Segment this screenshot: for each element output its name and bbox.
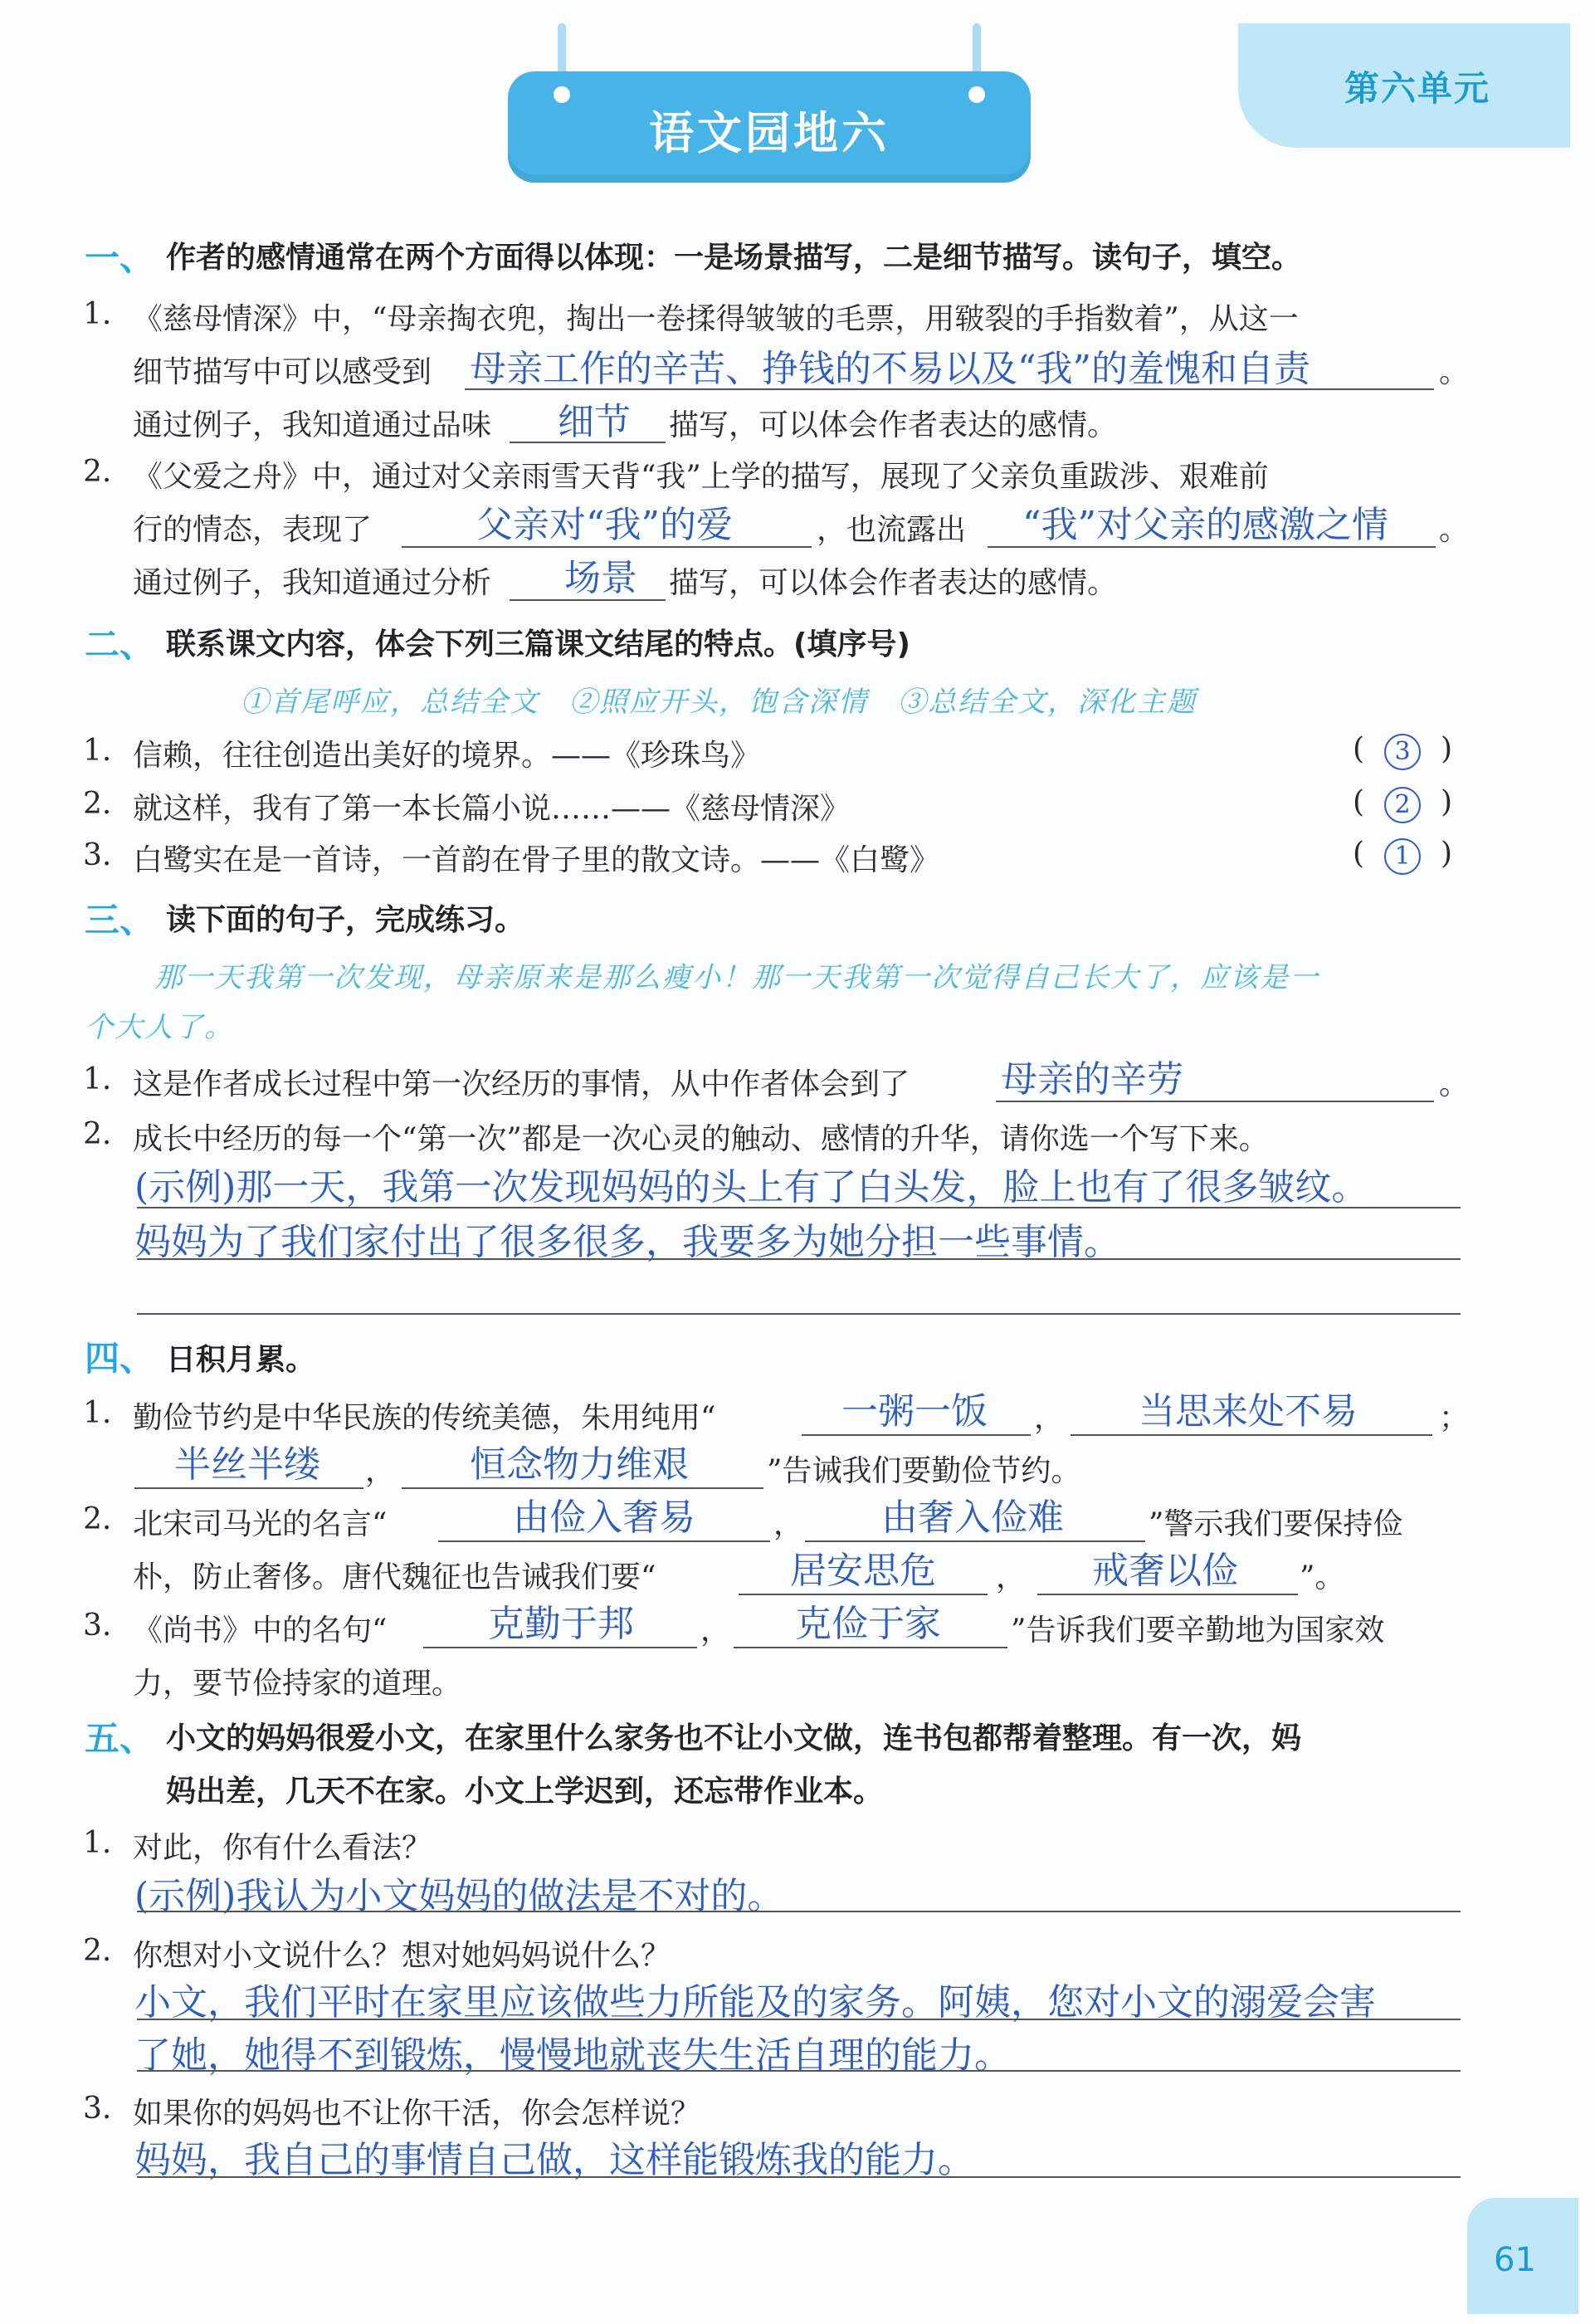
- s4-q3-number: 3.: [83, 1609, 112, 1643]
- s4-q1-suffix: ”告诫我们要勤俭节约。: [767, 1454, 1081, 1488]
- s1-q1-number: 1.: [83, 297, 112, 331]
- s3-q2-text: 成长中经历的每一个“第一次”都是一次心灵的触动、感情的升华，请你选一个写下来。: [133, 1122, 1269, 1156]
- s1-q2-line2-suffix: 。: [1439, 513, 1470, 547]
- s1-q1-line2-suffix: 。: [1439, 355, 1470, 389]
- s4-q3-blank2[interactable]: [734, 1647, 1007, 1648]
- s3-q2-ruled-line3[interactable]: [137, 1313, 1461, 1315]
- s3-q2-answer-line2: 妈妈为了我们家付出了很多很多，我要多为她分担一些事情。: [134, 1221, 1120, 1263]
- s2-item2-answer[interactable]: 2: [1384, 787, 1421, 823]
- s2-item1-number: 1.: [83, 734, 112, 768]
- s1-q1-line3-suffix: 描写，可以体会作者表达的感情。: [669, 408, 1118, 442]
- s1-q2-line3-prefix: 通过例子，我知道通过分析: [133, 566, 492, 600]
- s1-q2-answer3: 场景: [564, 557, 637, 599]
- s4-q1-blank1[interactable]: [802, 1434, 1031, 1436]
- s1-q1-line3-prefix: 通过例子，我知道通过品味: [133, 408, 492, 442]
- s2-item3-paren-open: (: [1353, 837, 1365, 871]
- s1-q2-line1: 《父爱之舟》中，通过对父亲雨雪天背“我”上学的描写，展现了父亲负重跋涉、艰难前: [133, 460, 1269, 494]
- s5-q2-ruled-line2[interactable]: [137, 2070, 1461, 2072]
- s4-q3-line2: 力，要节俭持家的道理。: [133, 1667, 462, 1701]
- s4-q1-blank3[interactable]: [134, 1487, 363, 1489]
- s5-q3-text: 如果你的妈妈也不让你干活，你会怎样说？: [133, 2097, 701, 2131]
- s4-q1-answer2: 当思来处不易: [1139, 1390, 1358, 1433]
- s1-q2-answer1: 父亲对“我”的爱: [476, 504, 733, 546]
- s5-q3-number: 3.: [83, 2092, 112, 2126]
- s1-q2-line2-mid: ，也流露出: [817, 513, 967, 547]
- s4-q1-blank2[interactable]: [1071, 1434, 1432, 1436]
- s1-q2-line2-prefix: 行的情态，表现了: [133, 513, 373, 547]
- page-number: 61: [1494, 2241, 1536, 2279]
- section-3-title: 读下面的句子，完成练习。: [166, 903, 525, 937]
- section-4-number: 四、: [85, 1338, 155, 1379]
- s4-q2-line2-prefix: 朴，防止奢侈。唐代魏征也告诫我们要“: [133, 1560, 656, 1594]
- s3-q2-ruled-line2[interactable]: [137, 1258, 1461, 1260]
- s5-q2-ruled-line1[interactable]: [137, 2019, 1461, 2020]
- s5-q1-number: 1.: [83, 1826, 112, 1860]
- s4-q1-sep2: ；: [1439, 1401, 1470, 1435]
- s4-q1-prefix: 勤俭节约是中华民族的传统美德，朱用纯用“: [133, 1401, 716, 1435]
- s1-q1-line2-prefix: 细节描写中可以感受到: [133, 355, 432, 389]
- s3-q1-number: 1.: [83, 1062, 112, 1096]
- s4-q2-blank4[interactable]: [1037, 1594, 1298, 1595]
- s4-q2-prefix: 北宋司马光的名言“: [133, 1507, 388, 1541]
- s5-q1-ruled-line[interactable]: [137, 1911, 1461, 1912]
- s3-q2-number: 2.: [83, 1117, 112, 1151]
- s1-q1-answer1: 母亲工作的辛苦、挣钱的不易以及“我”的羞愧和自责: [470, 348, 1310, 390]
- s4-q1-sep1: ，: [1034, 1401, 1065, 1435]
- s4-q2-sep1: ，: [773, 1507, 804, 1541]
- s4-q2-sep2: ，: [996, 1560, 1027, 1594]
- s4-q2-blank1[interactable]: [438, 1540, 770, 1542]
- s4-q1-number: 1.: [83, 1396, 112, 1430]
- s4-q2-mid: ”警示我们要保持俭: [1149, 1507, 1403, 1541]
- s1-q2-line3-suffix: 描写，可以体会作者表达的感情。: [669, 566, 1118, 600]
- s4-q1-answer3: 半丝半缕: [174, 1443, 320, 1486]
- s3-q1-text: 这是作者成长过程中第一次经历的事情，从中作者体会到了: [133, 1067, 910, 1101]
- s5-q2-answer-line2: 了她，她得不到锻炼，慢慢地就丧失生活自理的能力。: [134, 2034, 1011, 2077]
- s2-item2-text: 就这样，我有了第一本长篇小说……——《慈母情深》: [133, 792, 851, 826]
- s2-options: ①首尾呼应，总结全文 ②照应开头，饱含深情 ③总结全文，深化主题: [241, 686, 1197, 719]
- s2-item1-paren-close: ): [1441, 732, 1453, 766]
- s4-q3-prefix: 《尚书》中的名句“: [133, 1614, 388, 1648]
- section-2-title: 联系课文内容，体会下列三篇课文结尾的特点。(填序号): [166, 627, 910, 662]
- s2-item3-text: 白鹭实在是一首诗，一首韵在骨子里的散文诗。——《白鹭》: [133, 843, 940, 877]
- s2-item3-number: 3.: [83, 838, 112, 872]
- s5-q3-ruled-line[interactable]: [137, 2176, 1461, 2178]
- s1-q2-number: 2.: [83, 455, 112, 489]
- section-4-title: 日积月累。: [166, 1343, 316, 1377]
- s4-q2-answer3: 居安思危: [790, 1550, 936, 1592]
- s2-item2-number: 2.: [83, 787, 112, 821]
- s2-item2-paren-close: ): [1441, 785, 1453, 819]
- s4-q3-answer1: 克勤于邦: [488, 1603, 634, 1645]
- s4-q3-blank1[interactable]: [423, 1647, 697, 1648]
- s2-item1-answer[interactable]: 3: [1384, 734, 1421, 770]
- section-5-title-line2: 妈出差，几天不在家。小文上学迟到，还忘带作业本。: [166, 1775, 884, 1809]
- s5-q2-text: 你想对小文说什么？想对她妈妈说什么？: [133, 1939, 671, 1973]
- s2-item1-paren-open: (: [1353, 732, 1365, 766]
- s3-q1-answer: 母亲的辛劳: [1001, 1058, 1183, 1101]
- s3-q2-ruled-line1[interactable]: [137, 1207, 1461, 1208]
- s1-q1-answer2: 细节: [558, 401, 631, 443]
- s4-q1-sep3: ，: [365, 1454, 396, 1488]
- s2-item3-answer[interactable]: 1: [1384, 838, 1421, 875]
- section-3-number: 三、: [85, 900, 155, 940]
- s2-item3-paren-close: ): [1441, 837, 1453, 871]
- s3-quote-line1: 那一天我第一次发现，母亲原来是那么瘦小！那一天我第一次觉得自己长大了，应该是一: [154, 961, 1319, 994]
- unit-label: 第六单元: [1344, 68, 1491, 109]
- s5-q3-answer: 妈妈，我自己的事情自己做，这样能锻炼我的能力。: [134, 2139, 974, 2181]
- s4-q3-sep1: ，: [700, 1614, 731, 1648]
- section-5-title-line1: 小文的妈妈很爱小文，在家里什么家务也不让小文做，连书包都帮着整理。有一次，妈: [166, 1721, 1302, 1755]
- page-title: 语文园地六: [649, 107, 890, 159]
- s3-quote-line2: 个大人了。: [85, 1011, 234, 1044]
- s4-q3-suffix: ”告诉我们要辛勤地为国家效: [1011, 1614, 1385, 1648]
- s3-q1-end: 。: [1439, 1067, 1470, 1101]
- section-2-number: 二、: [85, 624, 155, 665]
- s2-item2-paren-open: (: [1353, 785, 1365, 819]
- s4-q2-suffix: ”。: [1300, 1560, 1345, 1594]
- section-5-number: 五、: [85, 1718, 155, 1759]
- s4-q2-answer4: 戒奢以俭: [1092, 1550, 1238, 1592]
- s2-item1-text: 信赖，往往创造出美好的境界。——《珍珠鸟》: [133, 739, 761, 773]
- s4-q3-answer2: 克俭于家: [795, 1603, 941, 1645]
- s5-q2-number: 2.: [83, 1934, 112, 1968]
- s5-q2-answer-line1: 小文，我们平时在家里应该做些力所能及的家务。阿姨，您对小文的溺爱会害: [134, 1981, 1376, 2024]
- s4-q1-answer1: 一粥一饭: [841, 1390, 988, 1433]
- s5-q1-text: 对此，你有什么看法？: [133, 1831, 432, 1865]
- s1-q2-answer2: “我”对父亲的感激之情: [1022, 504, 1388, 546]
- s4-q2-answer1: 由俭入奢易: [513, 1496, 695, 1539]
- s4-q1-answer4: 恒念物力维艰: [470, 1443, 689, 1486]
- s4-q2-answer2: 由奢入俭难: [881, 1496, 1064, 1539]
- section-1-number: 一、: [85, 237, 155, 278]
- s5-q1-answer: (示例)我认为小文妈妈的做法是不对的。: [134, 1875, 784, 1917]
- s1-q1-line1: 《慈母情深》中，“母亲掏衣兜，掏出一卷揉得皱皱的毛票，用皲裂的手指数着”，从这一: [133, 302, 1299, 336]
- section-1-title: 作者的感情通常在两个方面得以体现：一是场景描写，二是细节描写。读句子，填空。: [166, 241, 1302, 275]
- s3-q2-answer-line1: (示例)那一天，我第一次发现妈妈的头上有了白头发，脸上也有了很多皱纹。: [134, 1166, 1368, 1208]
- s4-q2-number: 2.: [83, 1502, 112, 1536]
